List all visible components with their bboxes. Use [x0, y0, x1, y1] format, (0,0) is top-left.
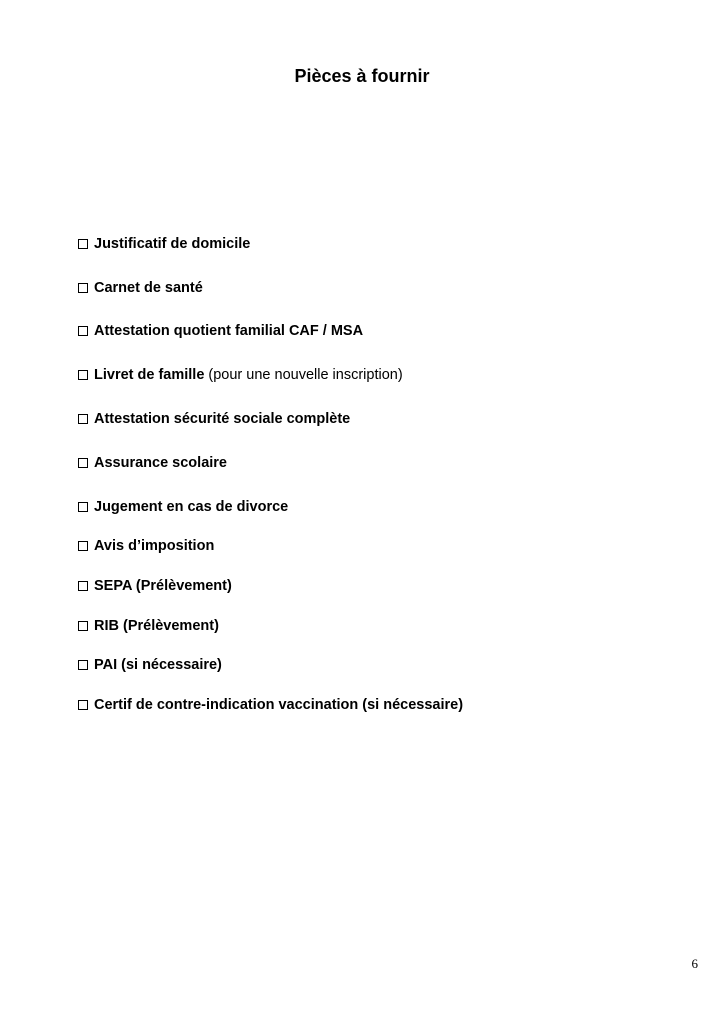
item-label: RIB (Prélèvement): [94, 618, 219, 634]
item-label: Attestation sécurité sociale complète: [94, 411, 351, 427]
checklist-item: [78, 410, 350, 428]
checklist-item: [78, 537, 214, 555]
checklist-item: [78, 656, 222, 674]
checklist-item: [78, 366, 403, 384]
checklist-item: [78, 617, 219, 635]
checklist-item: [78, 279, 203, 297]
checkbox[interactable]: [78, 370, 88, 380]
item-label: Assurance scolaire: [94, 455, 227, 471]
checklist-item: [78, 235, 250, 253]
checkbox[interactable]: [78, 283, 88, 293]
item-label: Certif de contre-indication vaccination (si nécessaire): [94, 697, 464, 713]
item-label: Justificatif de domicile: [94, 236, 251, 252]
checkbox[interactable]: [78, 458, 88, 468]
checkbox[interactable]: [78, 700, 88, 710]
item-label: Livret de famille: [94, 367, 205, 383]
item-label: Carnet de santé: [94, 280, 203, 296]
checkbox[interactable]: [78, 502, 88, 512]
item-label: PAI (si nécessaire): [94, 657, 222, 673]
checklist-item: [78, 454, 227, 472]
checkbox[interactable]: [78, 621, 88, 631]
checkbox[interactable]: [78, 239, 88, 249]
item-label: Jugement en cas de divorce: [94, 499, 289, 515]
checkbox[interactable]: [78, 414, 88, 424]
item-label: Avis d’imposition: [94, 538, 215, 554]
checkbox[interactable]: [78, 326, 88, 336]
checklist-item: [78, 577, 232, 595]
checklist-item: [78, 322, 363, 340]
checkbox[interactable]: [78, 541, 88, 551]
item-note: (pour une nouvelle inscription): [208, 367, 403, 383]
checkbox[interactable]: [78, 581, 88, 591]
checklist-item: [78, 696, 463, 714]
page-title: Pièces à fournir: [294, 66, 430, 86]
checklist-item: [78, 498, 288, 516]
page-number: 6: [691, 956, 698, 971]
checkbox[interactable]: [78, 660, 88, 670]
item-label: SEPA (Prélèvement): [94, 578, 232, 594]
item-label: Attestation quotient familial CAF / MSA: [94, 323, 364, 339]
